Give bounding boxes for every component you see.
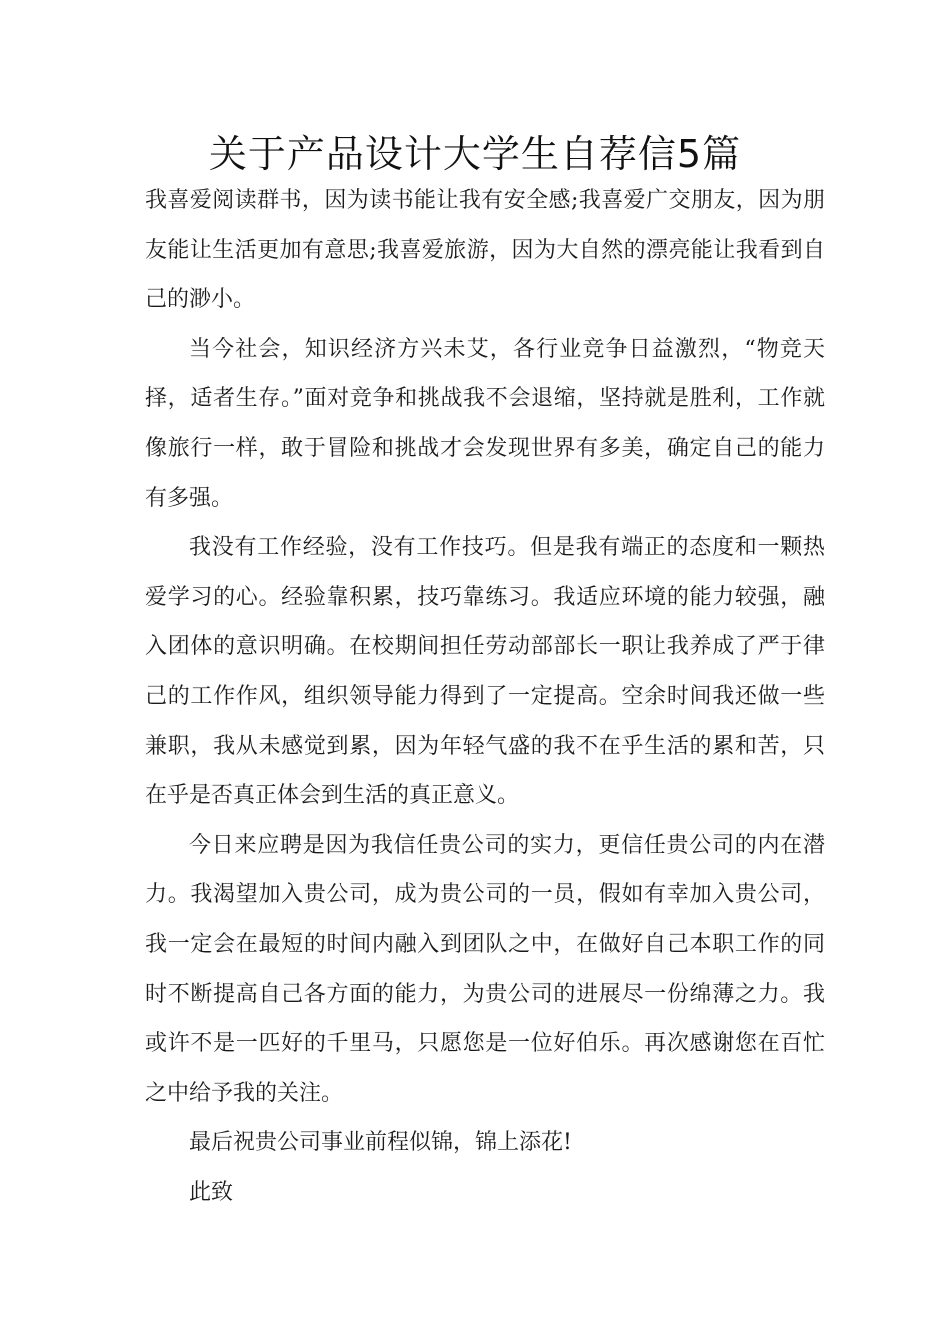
paragraph-application: 今日来应聘是因为我信任贵公司的实力，更信任贵公司的内在潜力。我渴望加入贵公司，成为贵公司的一员，假如有幸加入贵公司，我一定会在最短的时间内融入到团队之中，在做好自己本职工作的同时不断提高自己各方面的能力，为贵公司的进展尽一份绵薄之力。我或许不是一匹好的千里马，只愿您是一位好伯乐。再次感谢您在百忙之中给予我的关注。: [145, 832, 825, 1106]
paragraph-hobbies: 我喜爱阅读群书，因为读书能让我有安全感;我喜爱广交朋友，因为朋友能让生活更加有意思;我喜爱旅游，因为大自然的漂亮能让我看到自己的渺小。: [145, 188, 825, 313]
document-body: [145, 176, 825, 1217]
paragraph-competition: 当今社会，知识经济方兴未艾，各行业竞争日益激烈，“物竞天择，适者生存。”面对竞争和挑战我不会退缩，坚持就是胜利，工作就像旅行一样，敢于冒险和挑战才会发现世界有多美，确定自己的能力有多强。: [145, 336, 825, 511]
paragraph-salutation: 此致: [189, 1179, 234, 1205]
paragraph-experience: 我没有工作经验，没有工作技巧。但是我有端正的态度和一颗热爱学习的心。经验靠积累，技巧靠练习。我适应环境的能力较强，融入团体的意识明确。在校期间担任劳动部部长一职让我养成了严于律己的工作作风，组织领导能力得到了一定提高。空余时间我还做一些兼职，我从未感觉到累，因为年轻气盛的我不在乎生活的累和苦，只在乎是否真正体会到生活的真正意义。: [145, 535, 825, 809]
paragraph-closing-wish: 最后祝贵公司事业前程似锦，锦上添花!: [189, 1130, 572, 1156]
document-title: 关于产品设计大学生自荐信5篇: [208, 132, 742, 176]
